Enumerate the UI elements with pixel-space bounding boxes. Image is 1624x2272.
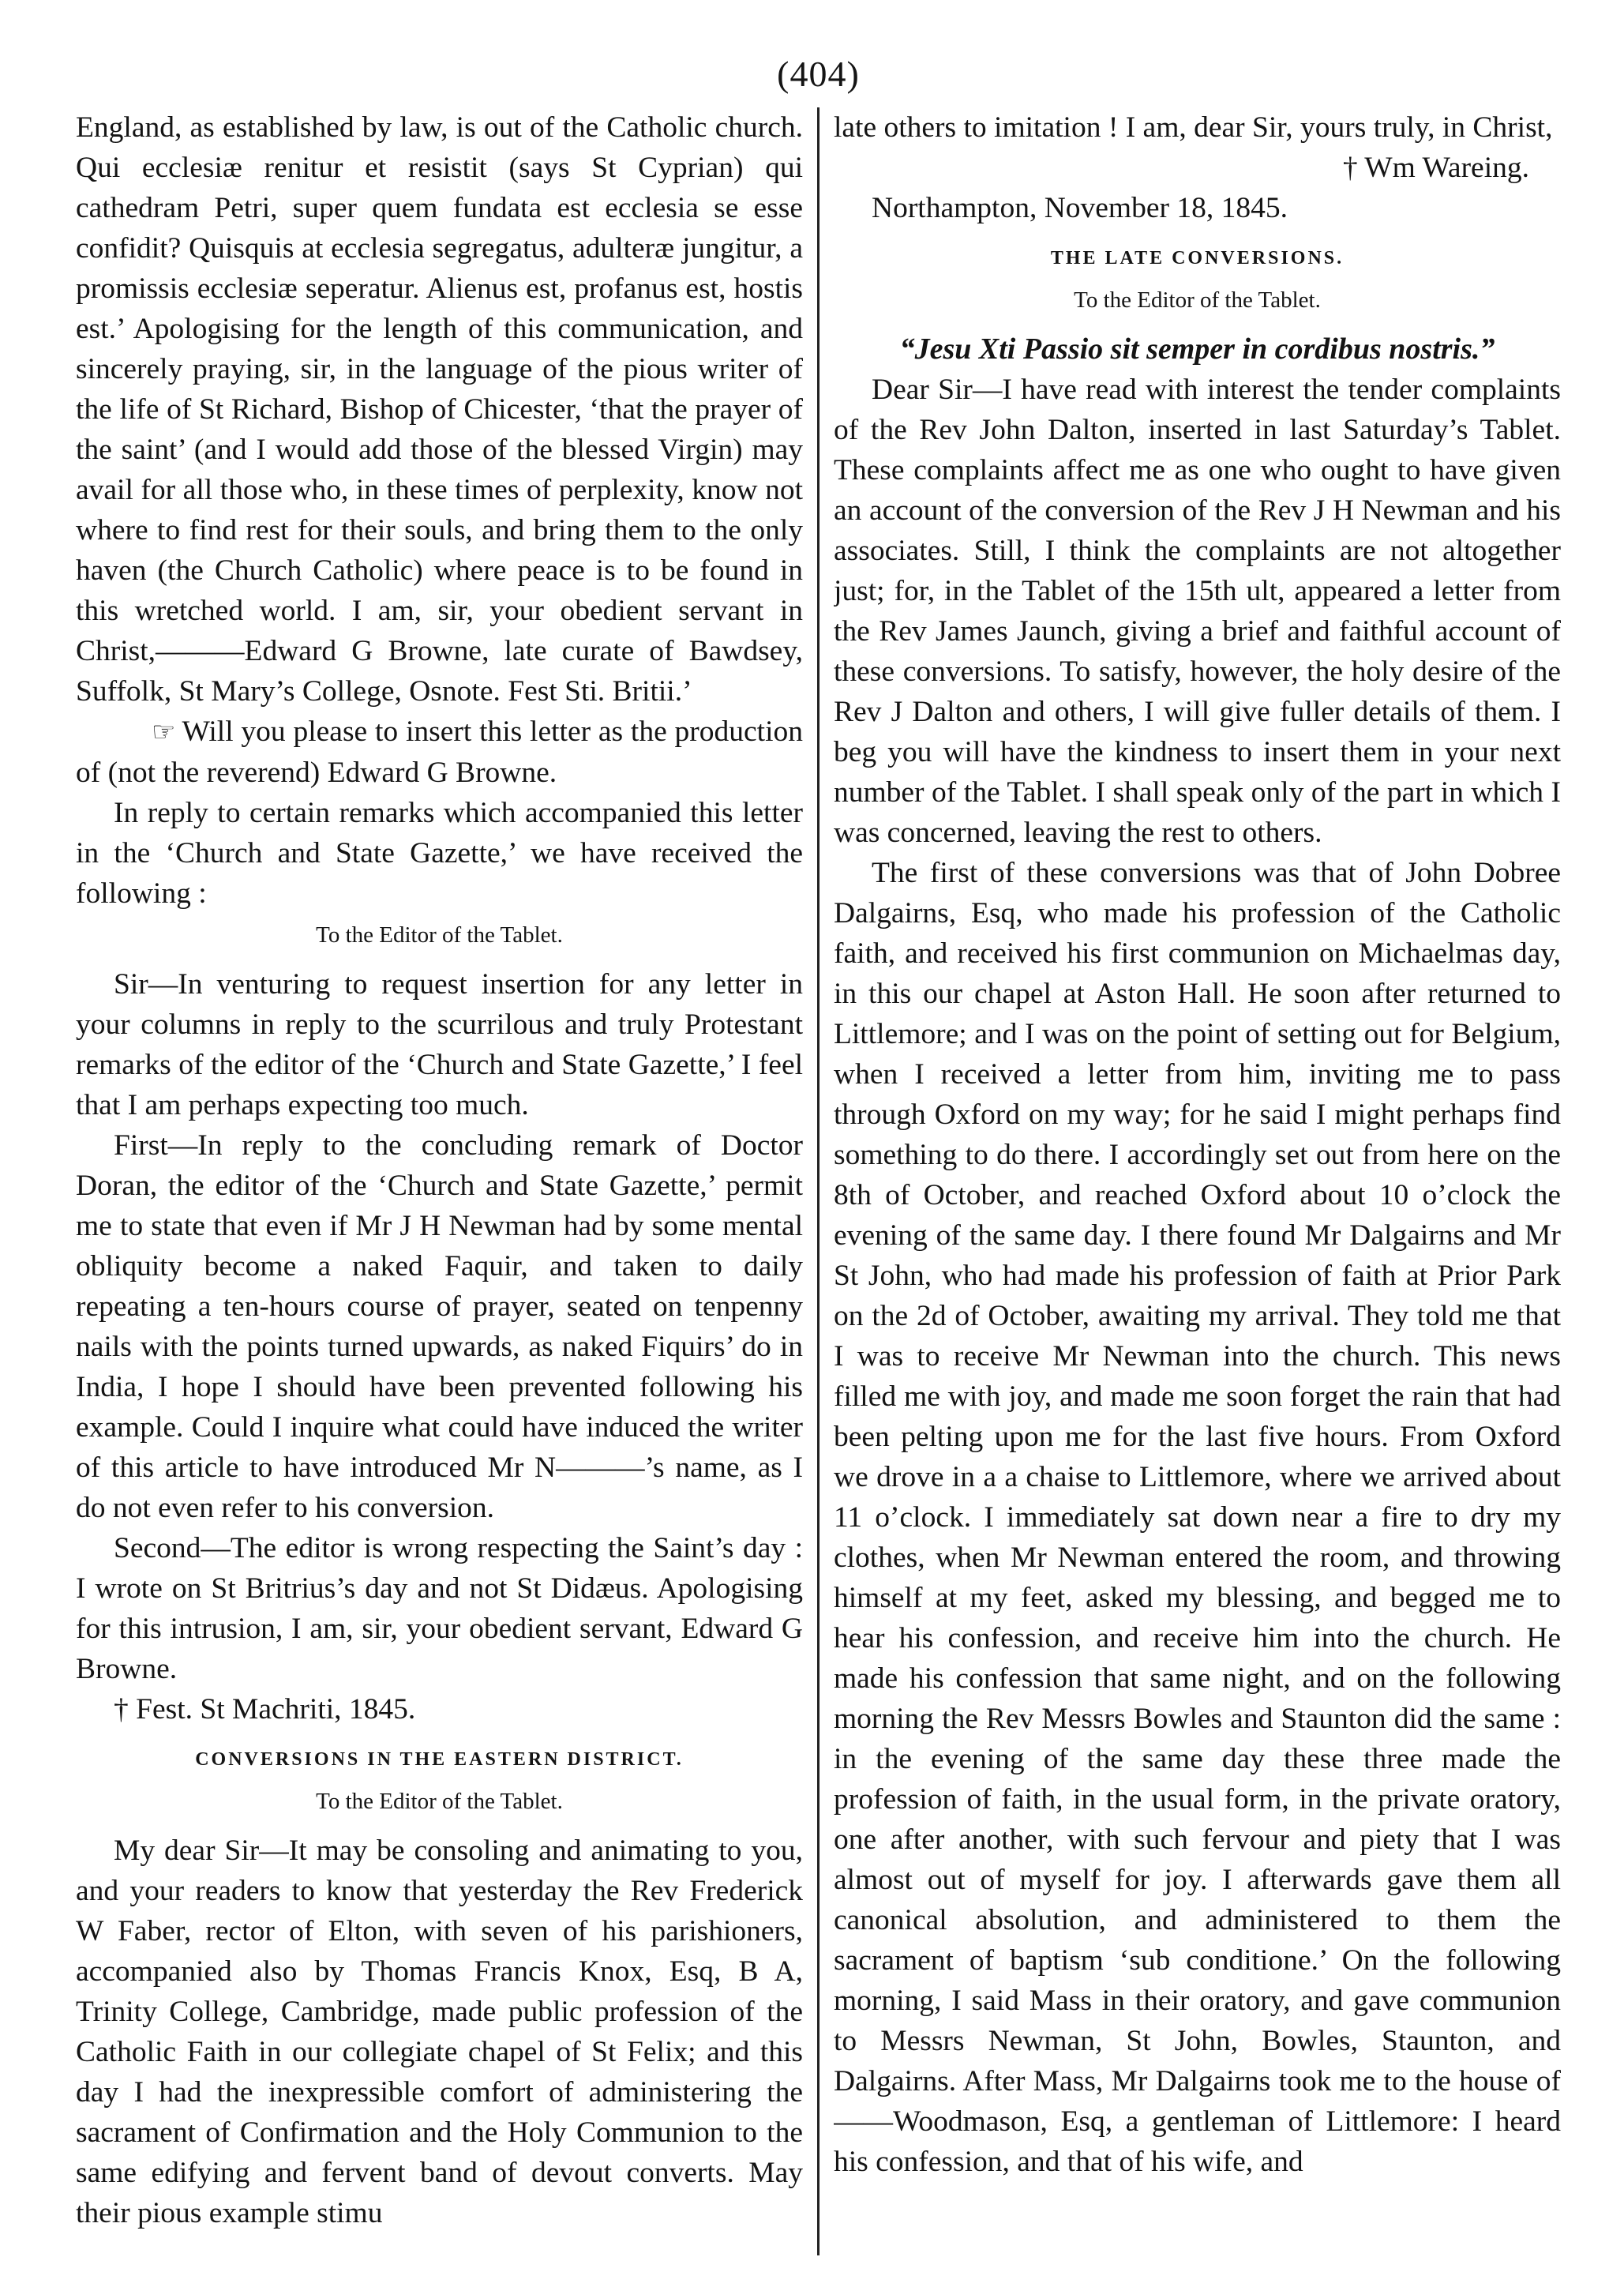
wareing-signature: † Wm Wareing. bbox=[1342, 152, 1529, 184]
pointing-hand-icon: ☞ bbox=[152, 718, 176, 747]
to-editor-heading-3: To the Editor of the Tablet. bbox=[1074, 287, 1321, 313]
browne-reply-date: † Fest. St Machriti, 1845. bbox=[114, 1693, 416, 1726]
to-editor-heading-1: To the Editor of the Tablet. bbox=[316, 922, 563, 948]
editor-note-text: Will you please to insert this letter as the production of (not the reverend) Edward G Browne. bbox=[76, 715, 804, 789]
left-column bbox=[76, 107, 803, 2255]
column-rule bbox=[817, 107, 820, 2255]
right-column bbox=[834, 107, 1561, 2255]
editor-note bbox=[76, 712, 803, 793]
browne-letter-end: England, as established by law, is out of the Catholic church. Qui ecclesiæ renitur et resistit (says St Cyprian) qui cathedram Petri, super quem fundata est ecclesia se esse confidit? Quisquis at ecclesia segregatus, adulteræ jungitur, a promissis ecclesiæ seperatur. Alienus est, profanus est, hostis est.’ Apologising for the length of this communication, and sincerely praying, sir, in the language of the pious writer of the life of St Richard, Bishop of Chicester, ‘that the prayer of the saint’ (and I would add those of the blessed Virgin) may avail for all those who, in these times of perplexity, know not where to find rest for their souls, and bring them to the only haven (the Church Catholic) where peace is to be found in this wretched world. I am, sir, your obedient servant in Christ,———Edward G Browne, late curate of Bawdsey, Suffolk, St Mary’s College, Osnote. Fest Sti. Britii.’ bbox=[76, 111, 804, 708]
late-conversions-heading: THE LATE CONVERSIONS. bbox=[1050, 248, 1345, 269]
dalton-reply: Dear Sir—I have read with interest the tender complaints of the Rev John Dalton, inserted in last Saturday’s Tablet. These complaints affect me as one who ought to have given an account of the conversion of the Rev J H Newman and his associates. Still, I think the complaints are not altogether just; for, in the Tablet of the 15th ult, appeared a letter from the Rev James Jaunch, giving a brief and faithful account of these conversions. To satisfy, however, the holy desire of the Rev J Dalton and others, I will give fuller details of them. I beg you will have the kindness to insert them in your next number of the Tablet. I shall speak only of the part in which I was concerned, leaving the rest to others. bbox=[833, 374, 1561, 849]
to-editor-heading-2: To the Editor of the Tablet. bbox=[316, 1789, 563, 1814]
wareing-letter-end: late others to imitation ! I am, dear Sir, yours truly, in Christ, bbox=[833, 111, 1553, 144]
reply-intro: In reply to certain remarks which accompanied this letter in the ‘Church and State Gazette,’ we have received the following : bbox=[76, 797, 804, 910]
browne-reply-opening: Sir—In venturing to request insertion for any letter in your columns in reply to the scurrilous and truly Protestant remarks of the editor of the ‘Church and State Gazette,’ I feel that I am perhaps expecting too much. bbox=[76, 968, 804, 1121]
latin-motto: “Jesu Xti Passio sit semper in cordibus nostris.” bbox=[899, 332, 1495, 366]
wareing-letter: My dear Sir—It may be consoling and animating to you, and your readers to know that yesterday the Rev Frederick W Faber, rector of Elton, with seven of his parishioners, accompanied also by Thomas Francis Knox, Esq, B A, Trinity College, Cambridge, made public profession of the Catholic Faith in our collegiate chapel of St Felix; and this day I had the inexpressible comfort of administering the sacrament of Confirmation and the Holy Communion to the same edifying and fervent band of devout converts. May their pious example stimu bbox=[76, 1834, 804, 2229]
page-number: (404) bbox=[777, 54, 860, 94]
conversions-account: The first of these conversions was that of John Dobree Dalgairns, Esq, who made his profession of the Catholic faith, and received his first communion on Michaelmas day, in this our chapel at Aston Hall. He soon after returned to Littlemore; and I was on the point of setting out for Belgium, when I received a letter from him, inviting me to pass through Oxford on my way; for he said I might perhaps find something to do there. I accordingly set out from here on the 8th of October, and reached Oxford about 10 o’clock the evening of the same day. I there found Mr Dalgairns and Mr St John, who had made his profession of faith at Prior Park on the 2d of October, awaiting my arrival. They told me that I was to receive Mr Newman into the church. This news filled me with joy, and made me soon forget the rain that had been pelting upon me for the last five hours. From Oxford we drove in a a chaise to Littlemore, where we arrived about 11 o’clock. I immediately sat down near a fire to dry my clothes, when Mr Newman entered the room, and throwing himself at my feet, asked my blessing, and begged me to hear his confession, and receive him into the church. He made his confession that same night, and on the following morning the Rev Messrs Bowles and Staunton did the same : in the evening of the same day these three made the profession of faith, in the usual form, in the private oratory, one after another, with such fervour and piety that I was almost out of myself for joy. I afterwards gave them all canonical absolution, and administered to them the sacrament of baptism ‘sub conditione.’ On the following morning, I said Mass in their oratory, and gave communion to Messrs Newman, St John, Bowles, Staunton, and Dalgairns. After Mass, Mr Dalgairns took me to the house of ——Woodmason, Esq, a gentleman of Littlemore: I heard his confession, and that of his wife, and bbox=[833, 857, 1561, 2178]
eastern-district-heading: CONVERSIONS IN THE EASTERN DISTRICT. bbox=[195, 1749, 684, 1770]
browne-reply-first: First—In reply to the concluding remark of Doctor Doran, the editor of the ‘Church and State Gazette,’ permit me to state that even if Mr J H Newman had by some mental obliquity become a naked Faquir, and taken to daily repeating a ten-hours course of prayer, seated on tenpenny nails with the points turned upwards, as naked Fiquirs’ do in India, I hope I should have been prevented following his example. Could I inquire what could have induced the writer of this article to have introduced Mr N———’s name, as I do not even refer to his conversion. bbox=[76, 1129, 804, 1524]
two-column-body bbox=[76, 107, 1561, 2255]
northampton-dateline: Northampton, November 18, 1845. bbox=[871, 192, 1288, 224]
browne-reply-second: Second—The editor is wrong respecting the Saint’s day : I wrote on St Britrius’s day and not St Didæus. Apologising for this intrusion, I am, sir, your obedient servant, Edward G Browne. bbox=[76, 1532, 804, 1685]
